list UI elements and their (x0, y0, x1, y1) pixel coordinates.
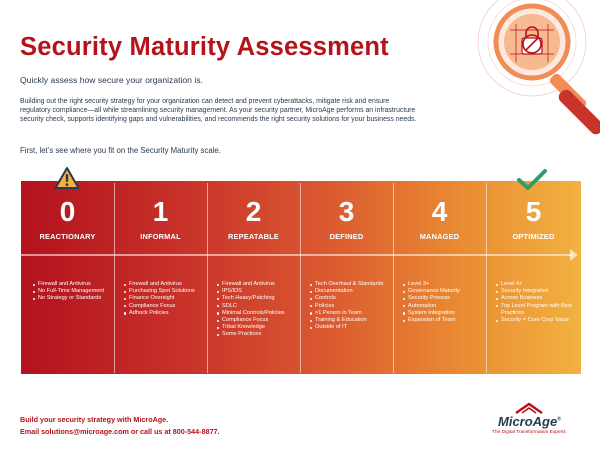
list-item: >1 Person in Team (310, 310, 394, 317)
list-item: Tech Heavy/Patching (217, 295, 301, 302)
level-label: OPTIMIZED (512, 232, 555, 241)
level-0-list (33, 281, 117, 303)
list-item: Security Integrated (496, 288, 580, 295)
list-item: Training & Education (310, 317, 394, 324)
level-5-list (496, 281, 580, 324)
list-item: System Integration (403, 310, 487, 317)
magnifier-lock-icon (470, 0, 600, 135)
level-label: REACTIONARY (39, 232, 96, 241)
list-item: Across Business (496, 295, 580, 302)
list-item: Governance Maturity (403, 288, 487, 295)
level-number: 1 (152, 196, 169, 227)
page-subtitle: Quickly assess how secure your organization is. (20, 75, 203, 85)
list-item: IPS/IDS (217, 288, 301, 295)
level-number: 4 (431, 196, 448, 227)
footer-contact[interactable]: Email solutions@microage.com or call us at 800-544-8877. (20, 427, 220, 436)
level-3-list (310, 281, 394, 331)
level-number: 5 (525, 196, 542, 227)
level-number: 0 (59, 196, 76, 227)
list-item: Adhock Policies (124, 310, 208, 317)
logo-mountain-icon (514, 402, 544, 414)
list-item: Tech Overhaul & Standards (310, 281, 394, 288)
scale-arrow-line (21, 254, 573, 256)
list-item: Purchasing Spot Solutions (124, 288, 208, 295)
list-item: No Strategy or Standards (33, 295, 117, 302)
warning-icon (54, 166, 80, 190)
logo-tagline: The Digital Transformation Experts (492, 430, 566, 435)
level-label: REPEATABLE (228, 232, 279, 241)
list-item: Security = Core Corp Value (496, 317, 580, 324)
list-item: Controls (310, 295, 394, 302)
list-item: Compliance Focus (124, 303, 208, 310)
lead-text: First, let’s see where you fit on the Security Maturity scale. (20, 146, 221, 155)
list-item: Top Level Program with Best Practices (496, 303, 580, 317)
level-label: INFORMAL (140, 232, 181, 241)
list-item: Firewall and Antivirus (217, 281, 301, 288)
list-item: SDLC (217, 303, 301, 310)
list-item: Compliance Focus (217, 317, 301, 324)
logo-wordmark: MicroAge (498, 414, 558, 429)
list-item: Level 3+ (403, 281, 487, 288)
footer-cta: Build your security strategy with MicroAge. (20, 415, 169, 424)
list-item: Tribal Knowledge (217, 324, 301, 331)
level-0-header (21, 181, 114, 254)
microage-logo (486, 402, 590, 442)
logo-name (498, 414, 561, 429)
level-number: 2 (245, 196, 262, 227)
level-label: DEFINED (329, 232, 364, 241)
list-item: Finance Oversight (124, 295, 208, 302)
list-item: Firewall and Antivirus (124, 281, 208, 288)
level-2-header (207, 181, 300, 254)
list-item: Firewall and Antivirus (33, 281, 117, 288)
registered-mark: ® (557, 416, 561, 423)
level-1-header (114, 181, 207, 254)
list-item: Policies (310, 303, 394, 310)
level-number: 3 (338, 196, 355, 227)
level-3-header (300, 181, 393, 254)
list-item: Outside of IT (310, 324, 394, 331)
list-item: Expansion of Team (403, 317, 487, 324)
list-item: Automation (403, 303, 487, 310)
level-2-list (217, 281, 301, 339)
level-label: MANAGED (419, 232, 460, 241)
level-4-list (403, 281, 487, 324)
list-item: No Full-Time Management (33, 288, 117, 295)
list-item: Level 4+ (496, 281, 580, 288)
list-item: Some Practices (217, 331, 301, 338)
intro-paragraph: Building out the right security strategy for your organization can detect and prevent cyberattacks, mitigate risk and ensure regulatory compliance—all while streamlining security management. As your security partner, MicroAge performs an infrastructure security check, supports identifying gaps and vulnerabilities, and recommends the right security solutions for your business needs. (20, 98, 417, 124)
list-item: Minimal Controls/Policies (217, 310, 301, 317)
page-title: Security Maturity Assessment (20, 33, 389, 61)
level-4-header (393, 181, 486, 254)
list-item: Documentation (310, 288, 394, 295)
list-item: Security Process (403, 295, 487, 302)
level-1-list (124, 281, 208, 317)
checkmark-icon (516, 168, 548, 192)
